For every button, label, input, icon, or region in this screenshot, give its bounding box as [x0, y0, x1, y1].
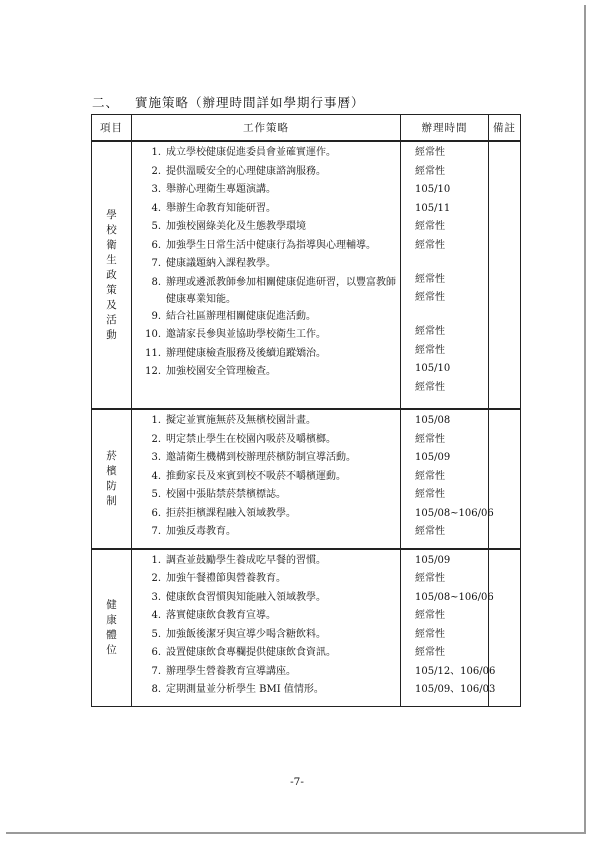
list-item [132, 255, 400, 274]
item-number: 1. [151, 147, 161, 158]
list-item [132, 326, 400, 345]
item-text: 邀請衛生機構到校辦理菸檳防制宣導活動。 [166, 452, 356, 463]
list-item [132, 200, 400, 219]
table-row [92, 141, 521, 409]
item-number: 6. [151, 239, 161, 251]
item-text: 擬定並實施無菸及無檳校園計畫。 [166, 415, 316, 426]
item-text: 推動家長及來賓到校不吸菸不嚼檳運動。 [166, 470, 346, 482]
item-text: 健康議題納入課程教學。 [166, 258, 276, 269]
item-time: 經常性 [415, 628, 445, 640]
item-time: 經常性 [415, 573, 445, 584]
list-item [132, 163, 400, 182]
list-item [132, 449, 400, 468]
strategy-list [132, 550, 400, 706]
item-text: 舉辦生命教育知能研習。 [166, 202, 276, 214]
time-cell [401, 141, 489, 409]
item-time: 經常性 [415, 470, 445, 482]
item-text: 辦理健康檢查服務及後續追蹤矯治。 [166, 347, 326, 359]
list-item [132, 552, 400, 571]
item-text: 提供溫暖安全的心理健康諮詢服務。 [166, 165, 326, 177]
item-text: 加強反毒教育。 [166, 526, 236, 537]
strategy-list [132, 142, 400, 388]
category-cell [92, 549, 132, 707]
item-time: 105/11 [415, 202, 451, 214]
item-text: 成立學校健康促進委員會並確實運作。 [166, 147, 336, 158]
item-text: 設置健康飲食專欄提供健康飲食資訊。 [166, 647, 336, 658]
item-number: 1. [151, 415, 161, 426]
item-number: 4. [151, 610, 161, 621]
remarks-cell [489, 141, 521, 409]
item-text: 辦理或遴派教師參加相關健康促進研習，以豐富教師健康專業知能。 [166, 276, 396, 305]
item-text: 舉辦心理衛生專題演講。 [166, 184, 276, 195]
item-number: 9. [151, 310, 161, 322]
item-time: 105/10 [415, 363, 451, 374]
item-time: 經常性 [415, 326, 445, 337]
item-text: 邀請家長參與並協助學校衛生工作。 [166, 329, 326, 340]
list-item [132, 431, 400, 450]
item-time: 105/10 [415, 184, 451, 195]
heading-title: 實施策略（辦理時間詳如學期行事曆） [135, 95, 365, 110]
item-number: 5. [151, 489, 161, 500]
header-strategy: 工作策略 [132, 115, 401, 142]
item-time: 經常性 [415, 292, 445, 303]
item-text: 加強學生日常生活中健康行為指導與心理輔導。 [166, 239, 376, 251]
strategy-cell [132, 409, 401, 549]
list-item [132, 663, 400, 682]
item-number: 7. [151, 665, 161, 677]
item-number: 12. [145, 366, 161, 377]
section-heading [92, 93, 365, 111]
category-label: 健康體位 [106, 598, 117, 656]
item-text: 加強飯後潔牙與宣導少喝含糖飲料。 [166, 628, 326, 640]
time-list [401, 550, 496, 706]
item-number: 4. [151, 202, 161, 214]
item-number: 11. [145, 347, 161, 359]
strategy-cell [132, 141, 401, 409]
time-list [401, 142, 488, 403]
list-item [132, 181, 400, 200]
table-row [92, 409, 521, 549]
item-time: 經常性 [415, 273, 445, 285]
category-label: 菸檳防制 [106, 449, 117, 507]
time-cell [401, 549, 496, 707]
list-item [132, 570, 400, 589]
list-item [132, 237, 400, 256]
item-text: 結合社區辦理相關健康促進活動。 [166, 310, 316, 322]
list-item [132, 589, 400, 608]
item-number: 3. [151, 452, 161, 463]
item-time: 經常性 [415, 147, 445, 158]
item-time: 經常性 [415, 344, 445, 356]
table-row [92, 549, 521, 707]
item-number: 7. [151, 526, 161, 537]
item-number: 2. [151, 573, 161, 584]
list-item [132, 144, 400, 163]
item-text: 落實健康飲食教育宣導。 [166, 610, 276, 621]
strategy-list [132, 410, 400, 548]
category-cell [92, 141, 132, 409]
list-item [132, 412, 400, 431]
time-list [401, 410, 494, 548]
item-time: 105/08 [415, 415, 451, 426]
item-number: 8. [151, 684, 161, 695]
item-number: 6. [151, 507, 161, 519]
item-number: 6. [151, 647, 161, 658]
list-item [132, 363, 400, 382]
list-item [132, 486, 400, 505]
header-time: 辦理時間 [401, 115, 489, 142]
item-text: 定期測量並分析學生 BMI 值情形。 [166, 684, 324, 695]
table-header-row [92, 115, 521, 142]
strategy-table [91, 114, 521, 707]
list-item [132, 308, 400, 327]
item-time: 經常性 [415, 239, 445, 251]
time-cell [401, 409, 494, 549]
item-time: 105/09 [415, 554, 451, 566]
item-text: 健康飲食習慣與知能融入領域教學。 [166, 591, 326, 603]
item-number: 2. [151, 433, 161, 445]
item-number: 8. [151, 276, 161, 288]
item-text: 拒菸拒檳課程融入領域教學。 [166, 507, 296, 519]
remarks-cell [489, 409, 521, 549]
item-time: 經常性 [415, 433, 445, 445]
item-time: 105/12、106/06 [415, 665, 496, 677]
item-time: 經常性 [415, 526, 445, 537]
item-number: 1. [151, 554, 161, 566]
item-time: 105/08~106/06 [415, 507, 494, 519]
item-time: 經常性 [415, 381, 445, 393]
item-time: 經常性 [415, 221, 445, 232]
category-label: 學校衛生政策及活動 [106, 208, 117, 341]
item-number: 7. [151, 258, 161, 269]
item-text: 調查並鼓勵學生養成吃早餐的習慣。 [166, 554, 326, 566]
item-number: 3. [151, 184, 161, 195]
item-number: 4. [151, 470, 161, 482]
item-number: 5. [151, 628, 161, 640]
header-item: 項目 [92, 115, 132, 142]
item-text: 明定禁止學生在校園內吸菸及嚼檳榔。 [166, 433, 336, 445]
item-time: 經常性 [415, 647, 445, 658]
header-remarks: 備註 [489, 115, 521, 142]
list-item [132, 274, 400, 308]
item-number: 3. [151, 591, 161, 603]
item-number: 5. [151, 221, 161, 232]
category-cell [92, 409, 132, 549]
item-time: 105/09 [415, 452, 451, 463]
item-time: 經常性 [415, 489, 445, 500]
list-item [132, 681, 400, 700]
list-item [132, 468, 400, 487]
list-item [132, 345, 400, 364]
list-item [132, 505, 400, 524]
page-number: -7- [290, 776, 304, 788]
item-text: 辦理學生營養教育宣導講座。 [166, 665, 296, 677]
item-text: 加強午餐禮節與營養教育。 [166, 573, 286, 584]
heading-number: 二、 [92, 95, 120, 110]
item-number: 2. [151, 165, 161, 177]
item-time: 經常性 [415, 165, 445, 177]
item-text: 加強校園安全管理檢查。 [166, 366, 276, 377]
item-number: 10. [145, 329, 161, 340]
item-time: 105/08~106/06 [415, 591, 494, 603]
list-item [132, 218, 400, 237]
list-item [132, 607, 400, 626]
list-item [132, 626, 400, 645]
strategy-cell [132, 549, 401, 707]
list-item [132, 523, 400, 542]
item-text: 校園中張貼禁菸禁檳標誌。 [166, 489, 286, 500]
list-item [132, 644, 400, 663]
item-text: 加強校園綠美化及生態教學環境 [166, 221, 306, 232]
item-time: 105/09、106/03 [415, 684, 496, 695]
item-time: 經常性 [415, 610, 445, 621]
